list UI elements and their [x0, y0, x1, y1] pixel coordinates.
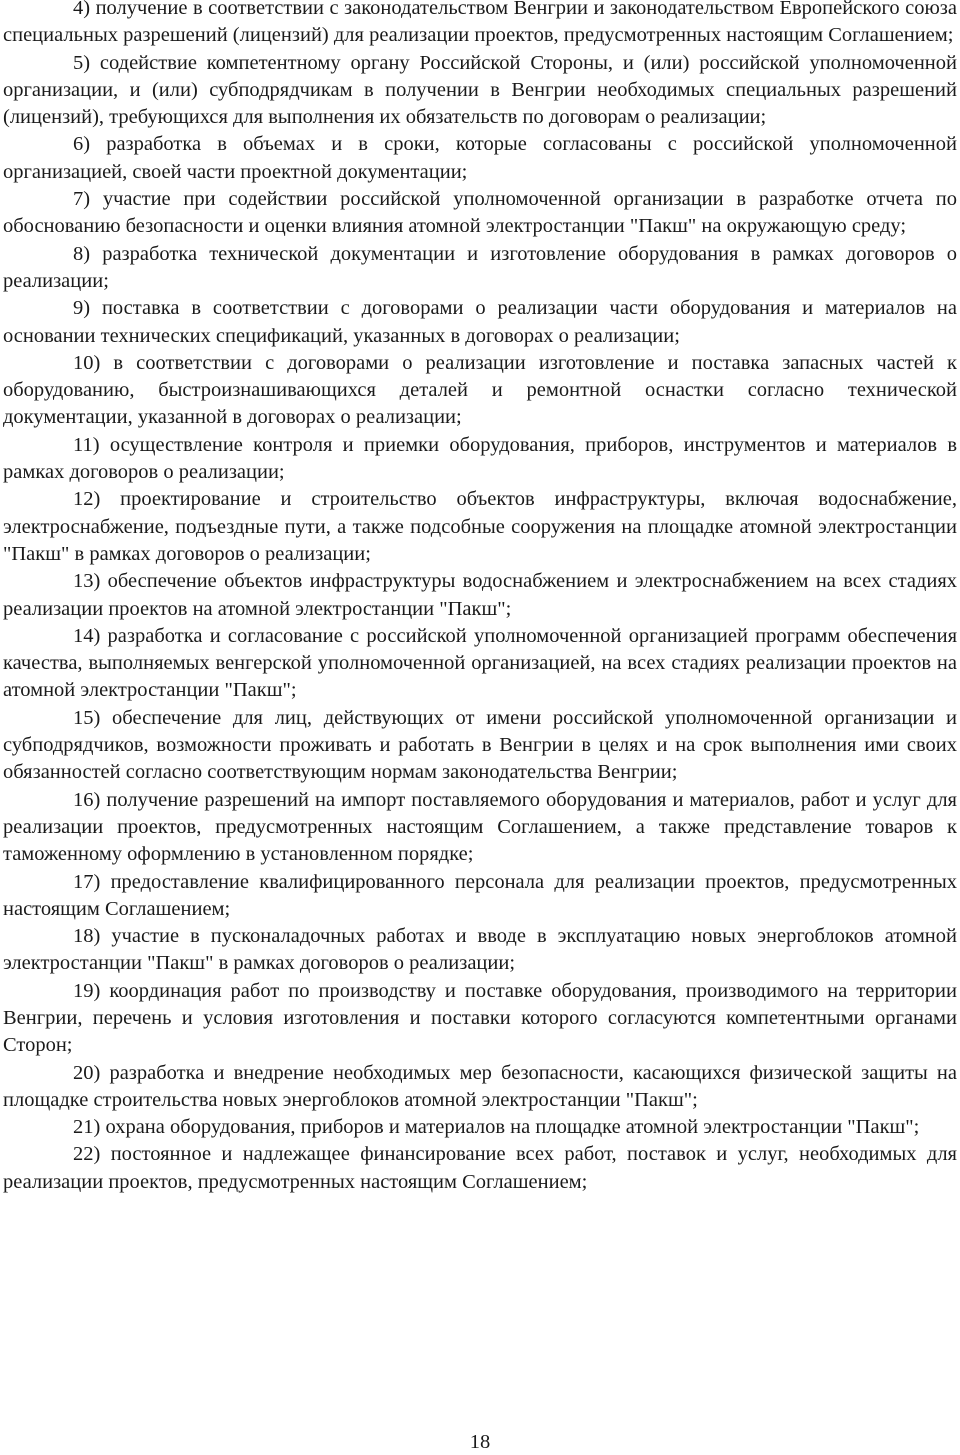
list-item-18: 18) участие в пусконаладочных работах и вводе в эксплуатацию новых энергоблоков атомной электростанции "Пакш" в рамках договоров о реализации; — [3, 925, 957, 975]
list-item-6: 6) разработка в объемах и в сроки, которые согласованы с российской уполномоченной организацией, своей части проектной документации; — [3, 133, 957, 183]
list-item-14: 14) разработка и согласование с российской уполномоченной организацией программ обеспечения качества, выполняемых венгерской уполномоченной организацией, на всех стадиях реализации проектов на атомной электростанции "Пакш"; — [3, 624, 957, 702]
list-item-17: 17) предоставление квалифицированного персонала для реализации проектов, предусмотренных настоящим Соглашением; — [3, 870, 957, 920]
list-item-4: 4) получение в соответствии с законодательством Венгрии и законодательством Европейского союза специальных разрешений (лицензий) для реализации проектов, предусмотренных настоящим Соглашением; — [3, 0, 957, 47]
list-item-13: 13) обеспечение объектов инфраструктуры водоснабжением и электроснабжением на всех стадиях реализации проектов на атомной электростанции "Пакш"; — [3, 570, 957, 620]
list-item-15: 15) обеспечение для лиц, действующих от имени российской уполномоченной организации и субподрядчиков, возможности проживать и работать в Венгрии в целях и на срок выполнения ими своих обязанностей согласно соответствующим нормам законодательства Венгрии; — [3, 706, 957, 784]
list-item-12: 12) проектирование и строительство объектов инфраструктуры, включая водоснабжение, электроснабжение, подъездные пути, а также подсобные сооружения на площадке атомной электростанции "Пакш" в рамках договоров о реализации; — [3, 488, 957, 565]
list-item-8: 8) разработка технической документации и изготовление оборудования в рамках договоров о реализации; — [3, 242, 957, 292]
list-item-21: 21) охрана оборудования, приборов и материалов на площадке атомной электростанции "Пакш"; — [73, 1116, 920, 1139]
list-item-7: 7) участие при содействии российской уполномоченной организации в разработке отчета по обоснованию безопасности и оценки влияния атомной электростанции "Пакш" на окружающую среду; — [3, 188, 957, 238]
document-body — [3, 0, 957, 1196]
list-item-11: 11) осуществление контроля и приемки оборудования, приборов, инструментов и материалов в рамках договоров о реализации; — [3, 433, 957, 484]
list-item-9: 9) поставка в соответствии с договорами о реализации части оборудования и материалов на основании технических спецификаций, указанных в договорах о реализации; — [3, 297, 957, 347]
list-item-10: 10) в соответствии с договорами о реализации изготовление и поставка запасных частей к оборудованию, быстроизнашивающихся деталей и ремонтной оснастки согласно технической документации, указанной в договорах о реализации; — [3, 351, 957, 429]
list-item-16: 16) получение разрешений на импорт поставляемого оборудования и материалов, работ и услуг для реализации проектов, предусмотренных настоящим Соглашением, а также представление товаров к таможенному оформлению в установленном порядке; — [3, 788, 957, 866]
page-number: 18 — [469, 1431, 491, 1453]
list-item-20: 20) разработка и внедрение необходимых мер безопасности, касающихся физической защиты на площадке строительства новых энергоблоков атомной электростанции "Пакш"; — [3, 1061, 957, 1111]
list-item-5: 5) содействие компетентному органу Российской Стороны, и (или) российской уполномоченной организации, и (или) субподрядчикам в получении в Венгрии необходимых специальных разрешений (лицензий), требующихся для выполнения их обязательств по договорам о реализации; — [3, 51, 957, 129]
list-item-22: 22) постоянное и надлежащее финансирование всех работ, поставок и услуг, необходимых для реализации проектов, предусмотренных настоящим Соглашением; — [3, 1143, 957, 1193]
list-item-19: 19) координация работ по производству и поставке оборудования, производимого на территории Венгрии, перечень и условия изготовления и поставки которого согласуются компетентными органами Сторон; — [3, 979, 957, 1057]
